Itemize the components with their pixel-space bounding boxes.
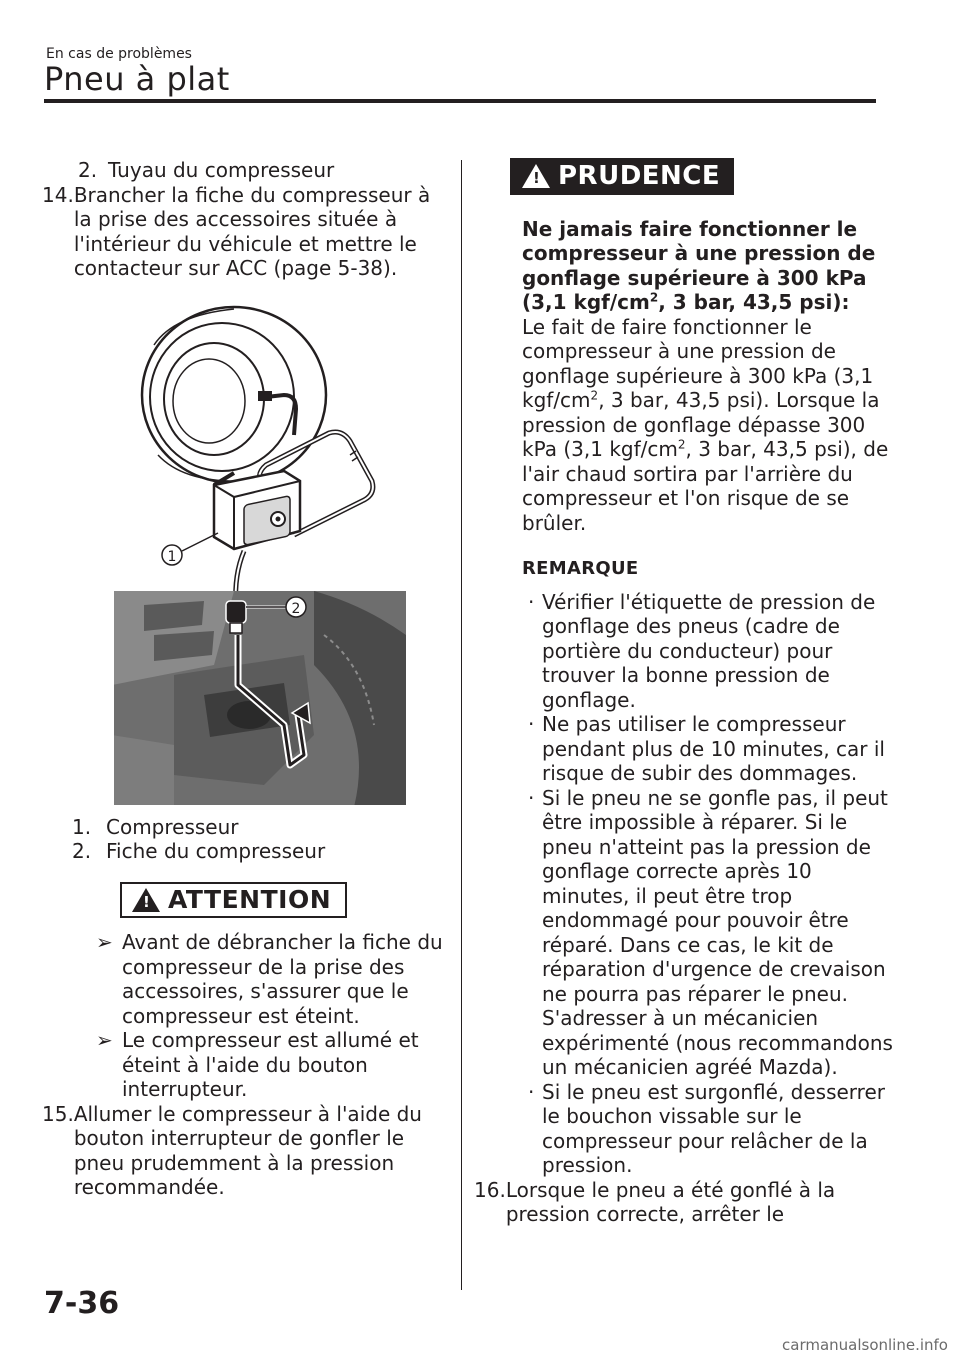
arrow-bullet-icon: ➢ bbox=[96, 1028, 113, 1052]
warning-heading bbox=[480, 217, 900, 315]
superscript: 2 bbox=[649, 290, 659, 305]
remarque-item bbox=[480, 1080, 900, 1178]
step-text: Allumer le compresseur à l'aide du bouton interrupteur de gonfler le pneu prudemment à la pression recommandée. bbox=[73, 1101, 422, 1199]
callout-1: 1 bbox=[167, 548, 177, 565]
step-number: 16. bbox=[474, 1177, 506, 1202]
superscript: 2 bbox=[590, 388, 599, 403]
caption-item bbox=[48, 839, 443, 864]
step-number: 14. bbox=[42, 182, 74, 207]
remarque-text: Si le pneu ne se gonfle pas, il peut être impossible à réparer. Si le pneu n'atteint pas la pression de gonflage correcte après 10 minutes, il peut être trop endommagé pour pouvoir être réparé. Dans ce cas, le kit de réparation d'urgence de crevaison ne pourra pas réparer le pneu. S'adresser à un mécanicien expérimenté (nous recommandons un mécanicien agréé Mazda). bbox=[542, 785, 893, 1079]
remarque-item bbox=[480, 786, 900, 1080]
prudence-label bbox=[510, 158, 734, 195]
caption-number: 2. bbox=[72, 839, 92, 863]
compressor-illustration bbox=[114, 305, 444, 805]
bullet-text: Avant de débrancher la fiche du compresseur de la prise des accessoires, s'assurer que le compresseur est éteint. bbox=[122, 930, 443, 1028]
superscript: 2 bbox=[677, 437, 686, 452]
step-16 bbox=[474, 1178, 900, 1227]
warning-body bbox=[480, 315, 900, 536]
arrow-bullet-icon: ➢ bbox=[96, 930, 113, 954]
step-15 bbox=[42, 1102, 443, 1200]
dot-bullet-icon: · bbox=[528, 589, 535, 614]
warning-icon: ! bbox=[522, 164, 550, 188]
remarque-text: Si le pneu est surgonflé, desserrer le bouchon vissable sur le compresseur pour relâcher de la pression. bbox=[542, 1079, 885, 1177]
section-label: En cas de problèmes bbox=[46, 46, 192, 62]
step-text: Lorsque le pneu a été gonflé à la pression correcte, arrêter le bbox=[505, 1177, 836, 1226]
caption-text: Fiche du compresseur bbox=[106, 839, 326, 863]
list-item bbox=[48, 158, 443, 183]
page-number: 7-36 bbox=[44, 1286, 120, 1321]
header-rule bbox=[44, 99, 876, 103]
list-number: 2. bbox=[78, 158, 98, 182]
remarque-item bbox=[480, 712, 900, 786]
warning-icon: ! bbox=[132, 888, 160, 912]
right-column bbox=[474, 158, 900, 1227]
compressor-figure bbox=[114, 305, 444, 805]
dot-bullet-icon: · bbox=[528, 712, 535, 736]
dot-bullet-icon: · bbox=[528, 785, 535, 810]
warning-body-text: , 3 bar, 43,5 psi). Lorsque la pression de gonflage dépasse 300 kPa (3,1 kgf/cm bbox=[522, 388, 880, 461]
warning-heading-text: Ne jamais faire fonctionner le compresseur à une pression de gonflage supérieure à 300 kPa (3,1 kgf/cm bbox=[522, 216, 876, 314]
left-column bbox=[42, 158, 443, 1200]
caption-item bbox=[48, 815, 443, 840]
prudence-text: PRUDENCE bbox=[558, 161, 721, 191]
step-number: 15. bbox=[42, 1101, 74, 1126]
warning-body-text: Le fait de faire fonctionner le compresseur à une pression de gonflage supérieure à 300 kPa (3,1 kgf/cm bbox=[522, 314, 874, 412]
warning-heading-text: , 3 bar, 43,5 psi): bbox=[658, 290, 850, 314]
remarque-heading: REMARQUE bbox=[522, 558, 639, 579]
step-text: Brancher la fiche du compresseur à la prise des accessoires située à l'intérieur du véhicule et mettre le contacteur sur ACC (page 5-38). bbox=[73, 182, 431, 280]
page-title: Pneu à plat bbox=[44, 60, 230, 98]
dot-bullet-icon: · bbox=[528, 1079, 535, 1104]
remarque-item bbox=[480, 590, 900, 713]
warning-body-text: , 3 bar, 43,5 psi), de l'air chaud sortira par l'arrière du compresseur et l'on risque de se brûler. bbox=[522, 437, 889, 535]
bullet-text: Le compresseur est allumé et éteint à l'aide du bouton interrupteur. bbox=[122, 1028, 419, 1101]
attention-bullet bbox=[48, 1028, 443, 1102]
step-14 bbox=[42, 183, 443, 281]
caption-text: Compresseur bbox=[106, 814, 239, 839]
callout-2: 2 bbox=[291, 600, 301, 617]
remarque-text: Vérifier l'étiquette de pression de gonflage des pneus (cadre de portière du conducteur) pour trouver la bonne pression de gonflage. bbox=[542, 589, 876, 712]
list-text: Tuyau du compresseur bbox=[108, 158, 335, 182]
attention-bullet bbox=[48, 930, 443, 1028]
column-divider bbox=[461, 160, 462, 1290]
attention-text: ATTENTION bbox=[168, 884, 332, 914]
remarque-text: Ne pas utiliser le compresseur pendant plus de 10 minutes, car il risque de subir des dommages. bbox=[542, 712, 885, 785]
attention-label bbox=[120, 882, 347, 919]
site-watermark[interactable]: carmanualsonline.info bbox=[782, 1336, 948, 1354]
caption-number: 1. bbox=[72, 814, 92, 839]
